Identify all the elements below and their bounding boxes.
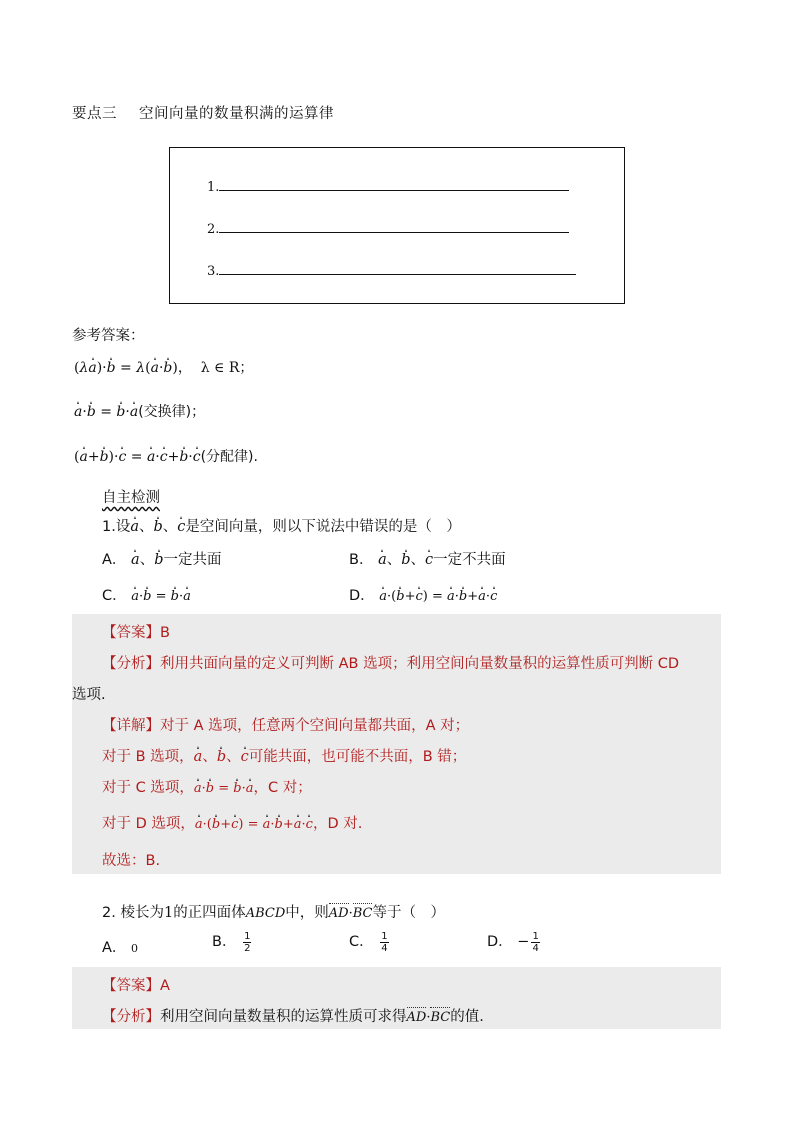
q2-option-b-label: B． [212,934,237,950]
q2-option-b[interactable] [212,930,253,954]
q2-option-d-label: D． [487,934,513,950]
q2-analysis-text: 利用空间向量数量积的运算性质可求得 [160,1009,407,1025]
q2-option-a-value: 0 [131,942,139,955]
q1-option-a[interactable]: A． a、b一定共面 [102,552,222,568]
answers-label: 参考答案： [72,328,145,344]
q2-analysis-post: 的值. [450,1009,484,1025]
q1-answer-value: B [160,625,170,641]
q1-option-c[interactable]: C． a·b = b·a [102,588,191,604]
q1-analysis-text: 利用共面向量的定义可判断 AB 选项；利用空间向量数量积的运算性质可判断 CD [160,656,679,672]
q1-analysis-cont: 选项. [72,687,106,703]
q1-detail-1-text: 对于 A 选项，任意两个空间向量都共面，A 对； [160,718,470,734]
q2-option-b-fraction [243,931,251,954]
formula-associative: (λa)·b = λ(a·b)， λ ∈ R； [74,360,254,376]
formula-3-suffix: (分配律). [200,449,258,465]
q2-stem-mid: 的正四面体 [173,905,246,921]
q2-option-d-den: 4 [532,942,539,954]
blank-number-2: 2. [207,222,220,237]
q1-detail-1 [102,714,469,735]
q2-stem-one: 1 [163,905,174,921]
q1-stem-post: 是空间向量，则以下说法中错误的是（ ） [185,519,461,535]
section-title [72,102,334,123]
q1-answer-tag: 【答案】 [102,625,160,641]
q1-option-a-text: 一定共面 [163,552,222,568]
blank-line-1[interactable] [207,178,569,195]
q2-option-a[interactable] [102,936,138,957]
q1-detail-2-post: 可能共面，也可能不共面，B 错； [248,749,467,765]
q1-option-d-label: D． [349,588,375,604]
q2-stem-post: 等于（ ） [372,905,445,921]
q2-option-a-label: A． [102,940,127,956]
q2-option-c-den: 4 [381,942,388,954]
section-title-text: 空间向量的数量积满的运算律 [139,106,334,122]
q2-stem: 2. 棱长为1的正四面体ABCD中，则AD·BC等于（ ） [102,905,445,921]
q2-stem-mid2: 中，则 [285,905,329,921]
q1-detail-4-pre: 对于 D 选项， [102,816,195,832]
q1-answer [102,621,170,642]
fill-in-box [169,147,625,304]
q1-detail-2-pre: 对于 B 选项， [102,749,194,765]
blank-line-3[interactable] [207,262,576,279]
q1-detail-2: 对于 B 选项，a、b、c可能共面，也可能不共面，B 错； [102,749,467,765]
q2-analysis: 【分析】利用空间向量数量积的运算性质可求得AD·BC的值. [102,1009,484,1025]
q1-option-b-text: 一定不共面 [433,552,506,568]
q1-analysis-tag: 【分析】 [102,656,160,672]
q2-stem-pre: 2. 棱长为 [102,905,164,921]
q2-option-d-sign: − [517,934,530,950]
self-check-title: 自主检测 [102,490,160,506]
q2-option-d-num: 1 [532,930,539,942]
q1-choose: 故选：B. [102,853,161,869]
formula-2-suffix: (交换律)； [138,404,206,420]
q2-answer [102,974,170,995]
q2-answer-value: A [160,978,170,994]
q1-detail-3: 对于 C 选项，a·b = b·a，C 对； [102,780,312,796]
q1-option-d[interactable]: D． a·(b+c) = a·b+a·c [349,588,498,604]
blank-underline-3 [219,262,576,275]
formula-distributive: (a+b)·c = a·c+b·c(分配律). [74,449,258,465]
q2-analysis-tag: 【分析】 [102,1009,160,1025]
q1-analysis [102,652,679,673]
blank-underline-1 [219,178,569,191]
blank-line-2[interactable] [207,220,569,237]
q2-option-b-den: 2 [244,942,251,954]
q2-option-d[interactable] [487,930,542,954]
q1-detail-3-pre: 对于 C 选项， [102,780,194,796]
q1-detail-3-post: ，C 对； [253,780,312,796]
formula-1-suffix: ， [177,360,192,376]
q1-option-c-label: C． [102,588,127,604]
formula-commutative: a·b = b·a(交换律)； [74,404,206,420]
q2-answer-tag: 【答案】 [102,978,160,994]
q2-option-d-fraction [531,931,539,954]
q1-stem-pre: 1.设 [102,519,131,535]
q1-stem: 1.设a、b、c是空间向量，则以下说法中错误的是（ ） [102,519,461,535]
q1-detail-4: 对于 D 选项，a·(b+c) = a·b+a·c，D 对. [102,816,363,832]
q1-option-a-label: A． [102,552,127,568]
section-title-prefix: 要点三 [72,106,117,122]
q2-stem-abcd: ABCD [245,906,286,921]
q2-option-c-fraction [380,931,388,954]
q2-option-b-num: 1 [244,930,251,942]
blank-number-1: 1. [207,180,220,195]
blank-underline-2 [219,220,569,233]
formula-1-set: λ ∈ R； [200,360,254,376]
q1-option-b[interactable]: B． a、b、c一定不共面 [349,552,506,568]
blank-number-3: 3. [207,264,220,279]
q1-option-b-label: B． [349,552,374,568]
q1-detail-4-post: ，D 对. [312,816,363,832]
q2-option-c[interactable] [349,930,391,954]
q2-option-c-num: 1 [381,930,388,942]
q1-detail-tag: 【详解】 [102,718,160,734]
q2-option-c-label: C． [349,934,374,950]
